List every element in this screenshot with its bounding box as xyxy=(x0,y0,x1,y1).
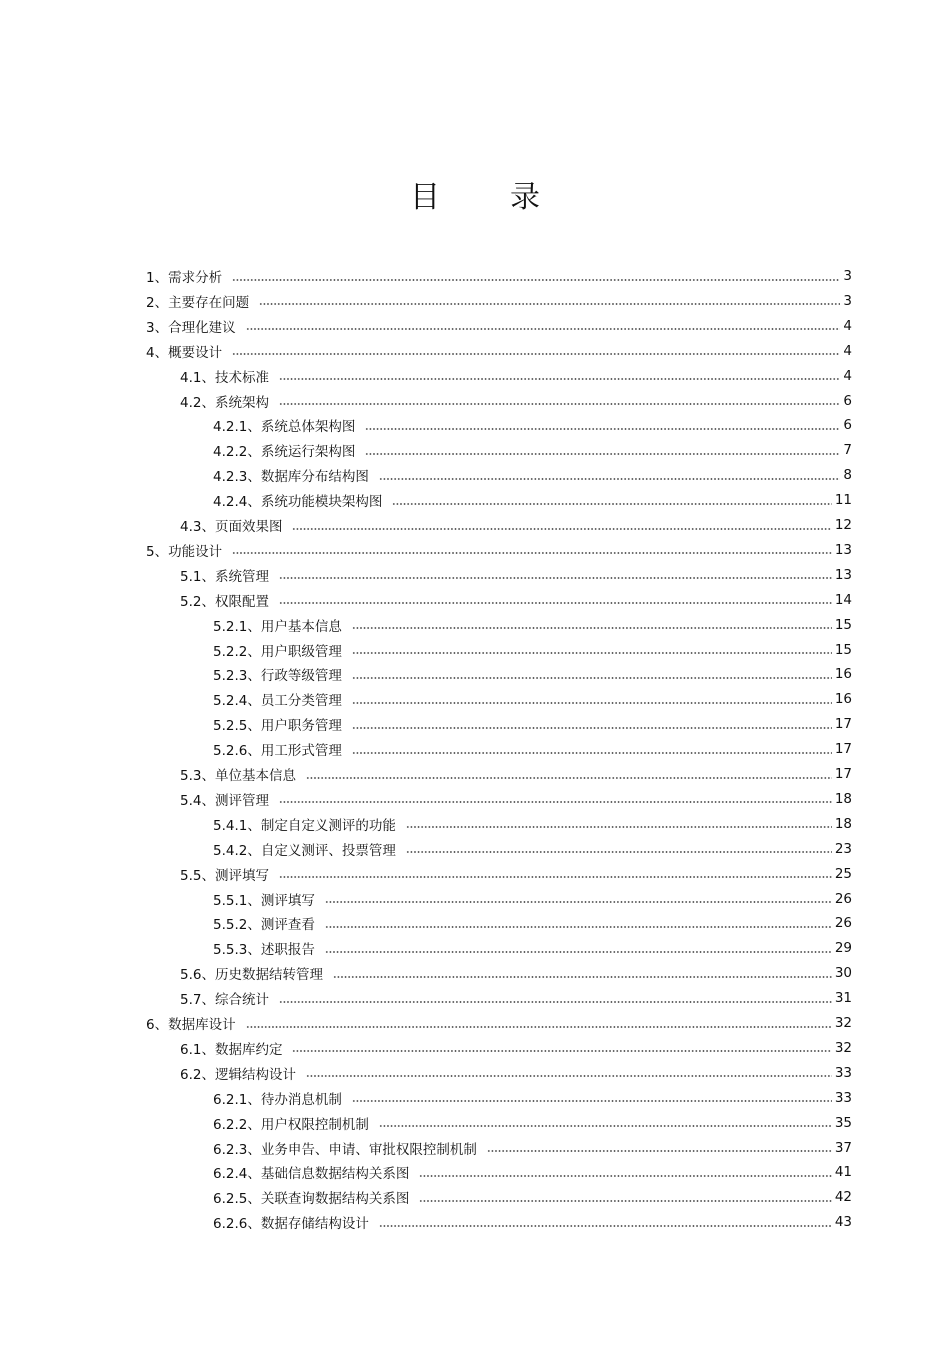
toc-entry-label: 5.3、单位基本信息 xyxy=(180,768,296,784)
toc-entry-label: 6.2.5、关联查询数据结构关系图 xyxy=(213,1191,410,1208)
toc-leader-dots xyxy=(419,1175,831,1177)
toc-entry-label: 6.2.3、业务申告、申请、审批权限控制机制 xyxy=(213,1141,477,1158)
toc-entry-page: 26 xyxy=(834,890,852,907)
toc-entry[interactable] xyxy=(180,988,852,1008)
toc-entry[interactable] xyxy=(180,764,852,784)
toc-leader-dots xyxy=(279,378,840,380)
toc-leader-dots xyxy=(487,1150,832,1152)
toc-leader-dots xyxy=(292,1050,831,1052)
toc-entry-page: 15 xyxy=(834,641,852,658)
toc-leader-dots xyxy=(325,901,832,903)
toc-entry-label: 6.2.2、用户权限控制机制 xyxy=(213,1116,369,1133)
toc-entry-page: 17 xyxy=(834,766,852,782)
toc-entry[interactable] xyxy=(213,938,852,958)
toc-entry-label: 5.2.3、行政等级管理 xyxy=(213,668,342,685)
toc-leader-dots xyxy=(325,926,832,928)
toc-entry-page: 32 xyxy=(834,1039,852,1056)
toc-entry-page: 6 xyxy=(843,417,852,434)
toc-entry-page: 14 xyxy=(834,591,852,608)
toc-entry-page: 17 xyxy=(834,741,852,758)
toc-entry-page: 17 xyxy=(834,716,852,733)
toc-entry-page: 18 xyxy=(834,790,852,807)
toc-leader-dots xyxy=(352,752,832,754)
toc-entry-page: 8 xyxy=(843,467,852,484)
toc-entry-page: 42 xyxy=(834,1189,852,1206)
toc-entry-page: 29 xyxy=(834,940,852,957)
toc-entry[interactable] xyxy=(213,913,852,933)
toc-entry-page: 18 xyxy=(834,815,852,832)
toc-entry[interactable] xyxy=(213,739,852,759)
toc-entry-label: 5.2.1、用户基本信息 xyxy=(213,618,342,635)
toc-entry[interactable] xyxy=(213,1162,852,1182)
toc-entry[interactable] xyxy=(180,1038,852,1058)
toc-entry-label: 6.1、数据库约定 xyxy=(180,1041,283,1058)
toc-entry-page: 15 xyxy=(834,616,852,633)
toc-entry[interactable] xyxy=(213,1138,852,1158)
toc-entry-label: 5.5.3、述职报告 xyxy=(213,942,315,959)
toc-entry[interactable] xyxy=(146,1013,852,1033)
toc-entry-label: 4.2.3、数据库分布结构图 xyxy=(213,469,369,486)
toc-entry-page: 3 xyxy=(843,268,852,284)
toc-entry[interactable] xyxy=(213,689,852,709)
toc-entry[interactable] xyxy=(146,341,852,361)
toc-entry-label: 1、需求分析 xyxy=(146,270,223,286)
toc-leader-dots xyxy=(279,801,832,803)
toc-entry-page: 7 xyxy=(843,442,852,459)
toc-entry-page: 30 xyxy=(834,965,852,982)
toc-entry-label: 4、概要设计 xyxy=(146,344,223,361)
toc-entry-label: 5.1、系统管理 xyxy=(180,568,269,585)
toc-entry[interactable] xyxy=(213,490,852,510)
toc-entry[interactable] xyxy=(146,291,852,311)
toc-entry-label: 5.6、历史数据结转管理 xyxy=(180,967,323,984)
toc-entry-label: 4.2、系统架构 xyxy=(180,394,269,411)
toc-entry-page: 25 xyxy=(834,865,852,882)
toc-entry-page: 4 xyxy=(843,342,852,359)
toc-entry-page: 41 xyxy=(834,1164,852,1181)
toc-entry-label: 5.2、权限配置 xyxy=(180,593,269,610)
toc-entry[interactable] xyxy=(180,963,852,983)
toc-entry-page: 23 xyxy=(834,840,852,857)
toc-entry-label: 2、主要存在问题 xyxy=(146,294,250,311)
toc-entry[interactable] xyxy=(213,615,852,635)
toc-leader-dots xyxy=(419,1200,831,1202)
toc-leader-dots xyxy=(352,1100,832,1102)
toc-entry-page: 16 xyxy=(834,691,852,708)
toc-leader-dots xyxy=(392,503,831,505)
toc-entry[interactable] xyxy=(213,415,852,435)
toc-leader-dots xyxy=(279,876,832,878)
toc-leader-dots xyxy=(279,577,832,579)
toc-entry[interactable] xyxy=(213,814,852,834)
toc-entry-page: 13 xyxy=(834,566,852,583)
toc-entry[interactable] xyxy=(180,391,852,411)
toc-entry[interactable] xyxy=(146,316,852,336)
toc-entry-label: 5.2.5、用户职务管理 xyxy=(213,718,342,735)
toc-entry[interactable] xyxy=(213,640,852,660)
toc-leader-dots xyxy=(406,851,832,853)
toc-leader-dots xyxy=(352,727,832,729)
toc-entry[interactable] xyxy=(213,1212,852,1232)
toc-leader-dots xyxy=(232,552,832,554)
toc-entry[interactable] xyxy=(180,590,852,610)
toc-leader-dots xyxy=(333,976,832,978)
toc-entry-label: 5.4、测评管理 xyxy=(180,792,269,809)
toc-leader-dots xyxy=(365,428,840,430)
toc-entry-page: 3 xyxy=(843,292,852,309)
toc-entry-page: 12 xyxy=(834,517,852,533)
toc-entry[interactable] xyxy=(180,1063,852,1083)
toc-entry[interactable] xyxy=(146,540,852,560)
toc-entry[interactable] xyxy=(213,465,852,485)
toc-entry[interactable] xyxy=(213,839,852,859)
toc-entry-label: 5.7、综合统计 xyxy=(180,992,269,1009)
toc-entry-label: 5.2.4、员工分类管理 xyxy=(213,693,342,710)
toc-leader-dots xyxy=(279,403,840,405)
toc-entry[interactable] xyxy=(180,565,852,585)
toc-entry-label: 4.2.1、系统总体架构图 xyxy=(213,419,356,436)
toc-entry-label: 4.2.4、系统功能模块架构图 xyxy=(213,494,383,511)
toc-leader-dots xyxy=(246,328,841,330)
toc-leader-dots xyxy=(306,777,832,779)
toc-entry-label: 5.5.2、测评查看 xyxy=(213,917,315,934)
toc-leader-dots xyxy=(406,826,832,828)
toc-entry-page: 16 xyxy=(834,666,852,683)
toc-entry-label: 4.3、页面效果图 xyxy=(180,519,283,535)
page-title xyxy=(0,172,950,216)
toc-leader-dots xyxy=(232,353,840,355)
toc-entry[interactable] xyxy=(146,266,852,286)
toc-entry-label: 6、数据库设计 xyxy=(146,1017,236,1033)
toc-entry-label: 4.2.2、系统运行架构图 xyxy=(213,444,356,461)
toc-entry-label: 3、合理化建议 xyxy=(146,319,236,336)
toc-entry[interactable] xyxy=(180,515,852,535)
toc-leader-dots xyxy=(352,702,832,704)
toc-leader-dots xyxy=(232,279,840,281)
toc-entry-label: 6.2.1、待办消息机制 xyxy=(213,1091,342,1108)
toc-entry[interactable] xyxy=(213,1088,852,1108)
toc-entry-page: 11 xyxy=(834,492,852,509)
title-char-2: 录 xyxy=(510,180,540,215)
toc-entry-label: 5.4.2、自定义测评、投票管理 xyxy=(213,842,396,859)
toc-entry[interactable] xyxy=(213,1187,852,1207)
toc-leader-dots xyxy=(259,303,840,305)
toc-entry-label: 5.5、测评填写 xyxy=(180,867,269,884)
title-char-1: 目 xyxy=(410,180,440,215)
toc-leader-dots xyxy=(379,478,841,480)
toc-entry-label: 5.2.6、用工形式管理 xyxy=(213,743,342,760)
toc-entry-page: 31 xyxy=(834,990,852,1007)
toc-leader-dots xyxy=(365,453,840,455)
toc-entry-page: 33 xyxy=(834,1089,852,1106)
toc-leader-dots xyxy=(352,677,832,679)
toc-entry-label: 5.4.1、制定自定义测评的功能 xyxy=(213,817,396,834)
toc-entry-page: 26 xyxy=(834,915,852,932)
toc-entry[interactable] xyxy=(180,366,852,386)
toc-leader-dots xyxy=(379,1125,832,1127)
toc-leader-dots xyxy=(279,1001,832,1003)
toc-entry-label: 5.5.1、测评填写 xyxy=(213,892,315,909)
toc-entry-label: 6.2.4、基础信息数据结构关系图 xyxy=(213,1166,410,1183)
toc-entry-label: 5、功能设计 xyxy=(146,543,223,560)
toc-entry-page: 37 xyxy=(834,1139,852,1156)
toc-entry-page: 13 xyxy=(834,541,852,558)
toc-entry-page: 6 xyxy=(843,392,852,409)
toc-entry-label: 6.2.6、数据存储结构设计 xyxy=(213,1216,369,1233)
toc-entry-page: 43 xyxy=(834,1214,852,1231)
toc-leader-dots xyxy=(292,528,831,530)
toc-leader-dots xyxy=(352,627,832,629)
toc-entry[interactable] xyxy=(213,1113,852,1133)
toc-leader-dots xyxy=(379,1225,832,1227)
toc-entry-label: 5.2.2、用户职级管理 xyxy=(213,643,342,660)
toc-entry-page: 4 xyxy=(843,367,852,384)
toc-entry[interactable] xyxy=(213,664,852,684)
toc-entry-page: 33 xyxy=(834,1064,852,1081)
toc-entry[interactable] xyxy=(213,889,852,909)
toc-entry-page: 35 xyxy=(834,1114,852,1131)
toc-leader-dots xyxy=(246,1026,832,1028)
toc-entry[interactable] xyxy=(180,789,852,809)
toc-entry-label: 6.2、逻辑结构设计 xyxy=(180,1066,296,1083)
toc-entry-label: 4.1、技术标准 xyxy=(180,369,269,386)
toc-leader-dots xyxy=(279,602,832,604)
toc-entry[interactable] xyxy=(213,714,852,734)
toc-entry[interactable] xyxy=(213,440,852,460)
toc-entry-page: 32 xyxy=(834,1015,852,1031)
toc-leader-dots xyxy=(352,652,832,654)
toc-leader-dots xyxy=(306,1075,832,1077)
toc-leader-dots xyxy=(325,951,832,953)
toc-entry-page: 4 xyxy=(843,317,852,334)
toc-entry[interactable] xyxy=(180,864,852,884)
